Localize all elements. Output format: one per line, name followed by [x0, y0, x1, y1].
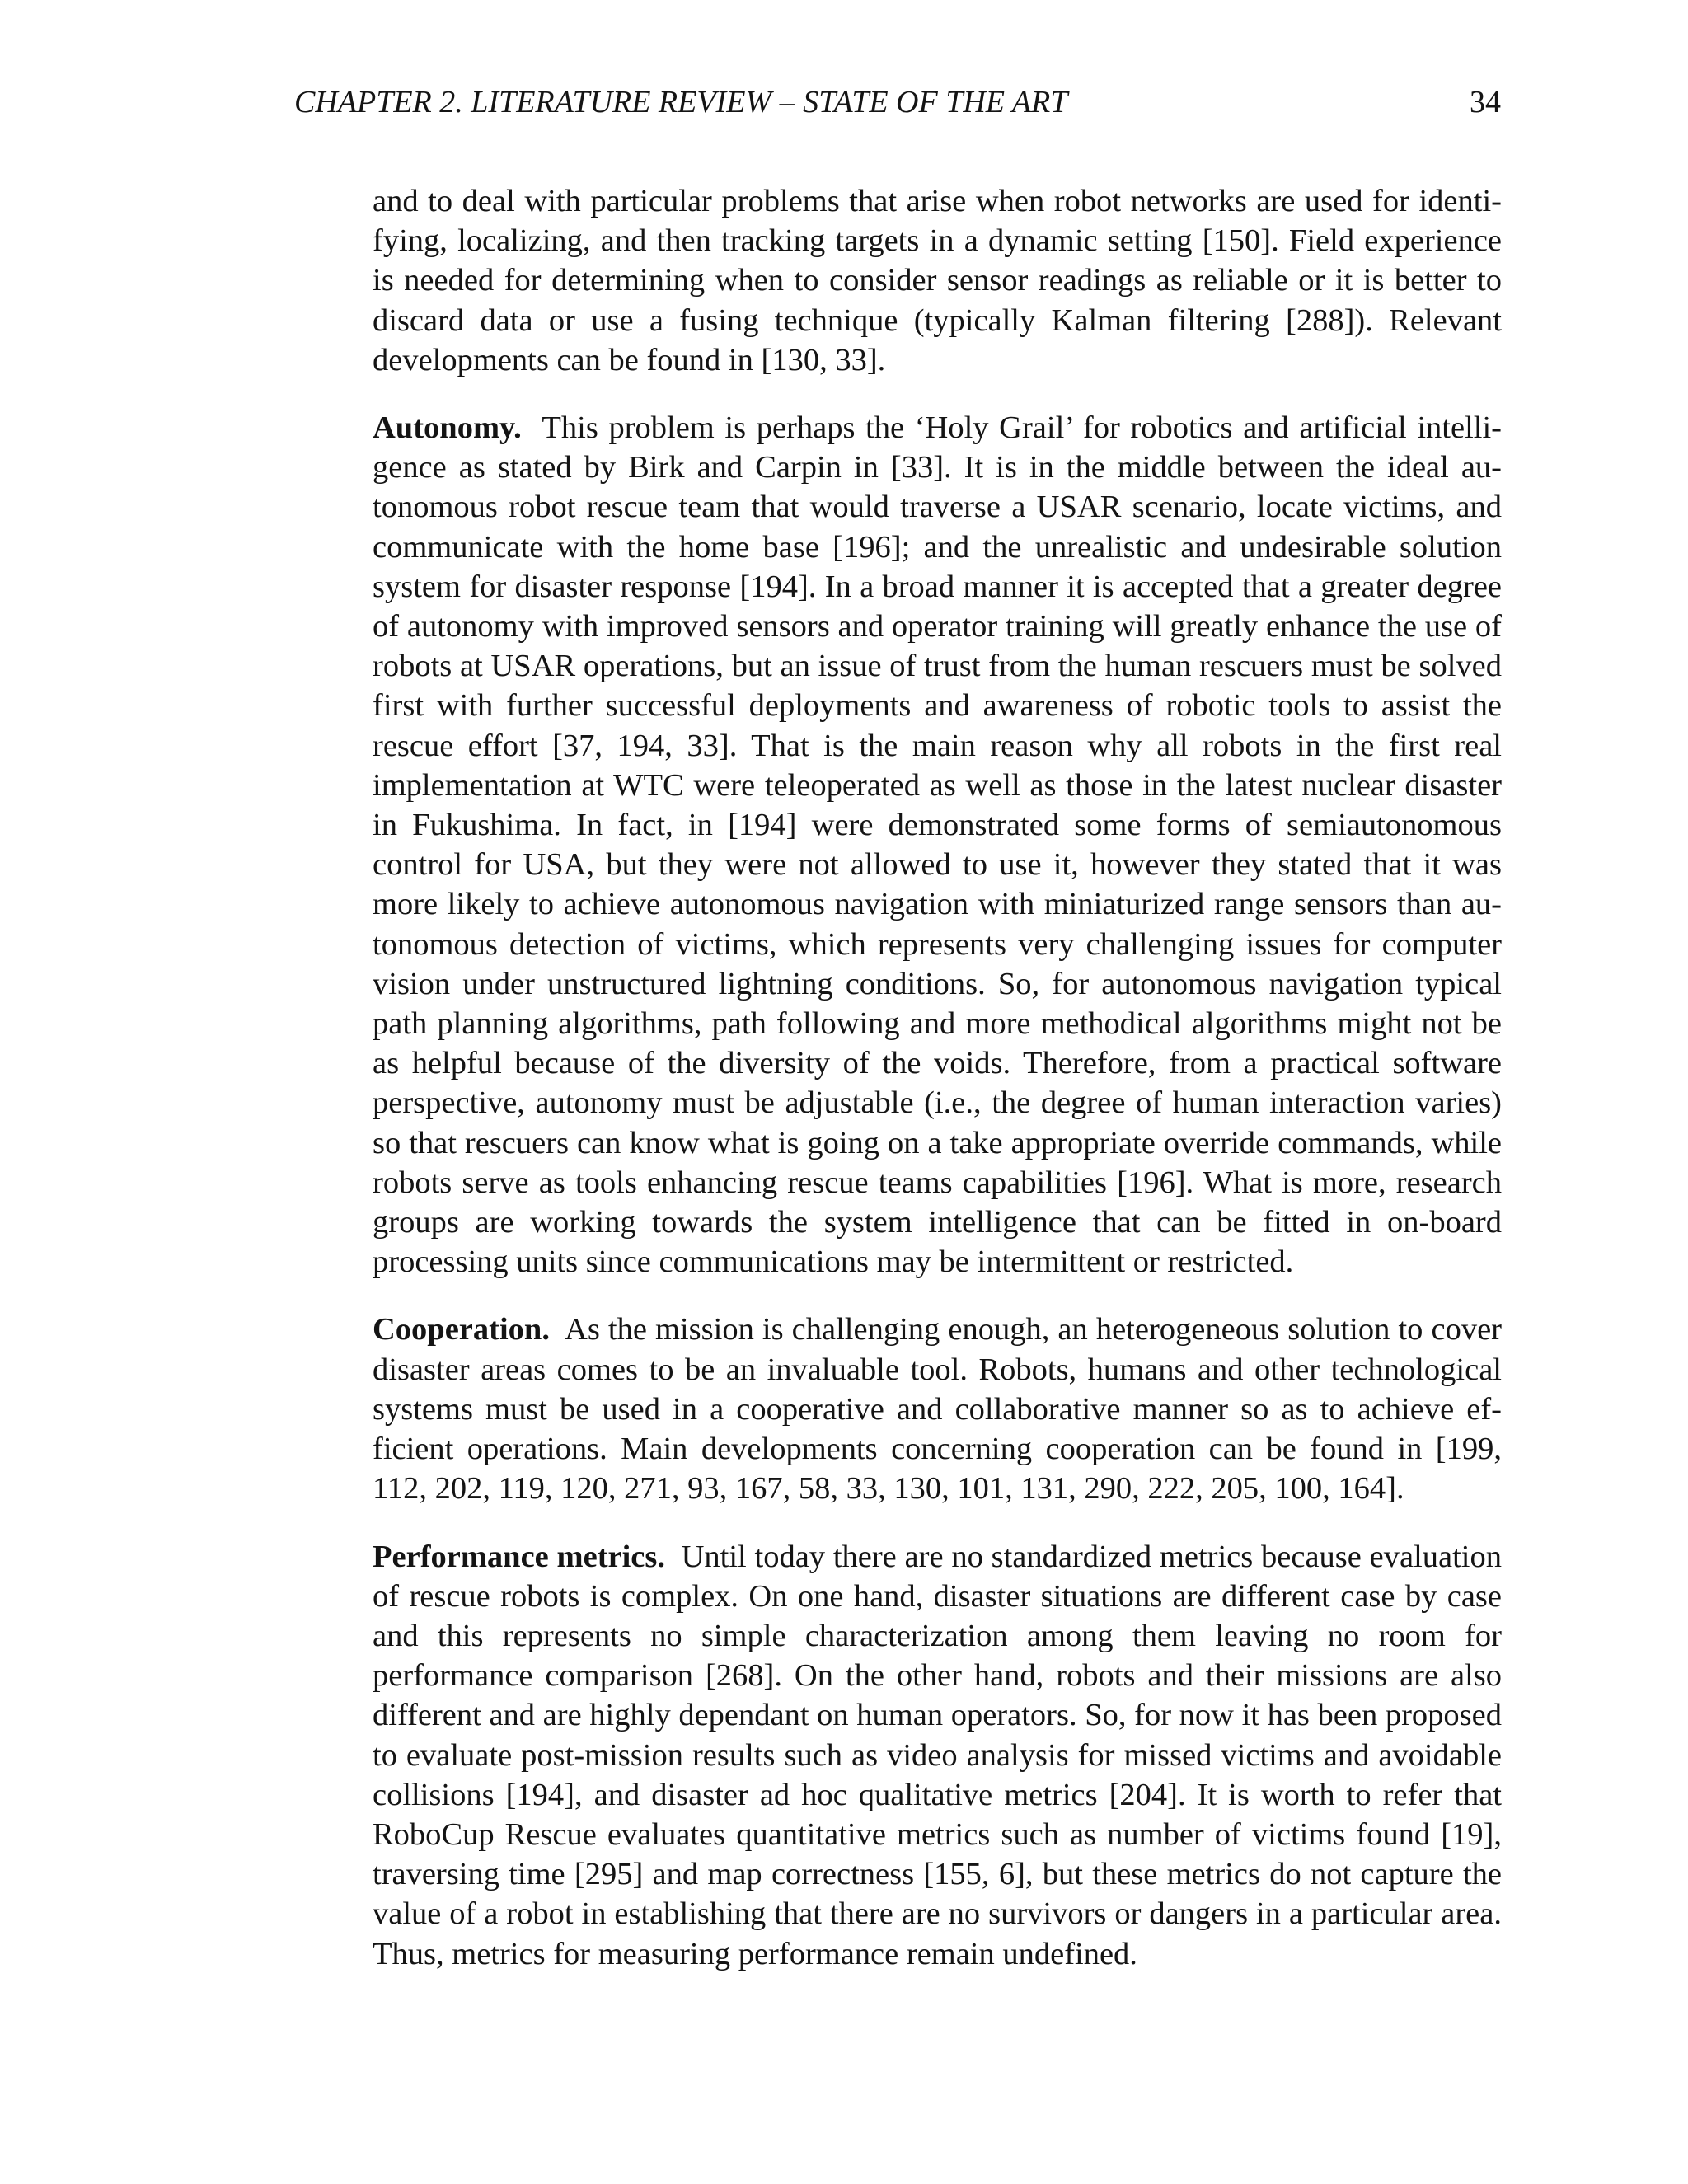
performance-metrics-paragraph: [373, 1537, 1502, 1974]
running-header: [294, 79, 1501, 125]
cooperation-text: As the mission is challenging enough, an heterogeneous solution to cover disaster areas comes to be an invaluable tool. Robots, humans and other technological systems must be used in a cooperative and collaborative manner so as to achieve efficient operations. Main developments concerning cooperation can be found in [199, 112, 202, 119, 120, 271, 93, 167, 58, 33, 130, 101, 131, 290, 222, 205, 100, 164].: [373, 1312, 1502, 1507]
performance-metrics-text: Until today there are no standardized metrics because evaluation of rescue robots is complex. On one hand, disaster situations are different case by case and this represents no simple characterization among them leaving no room for performance comparison [268]. On the other hand, robots and their missions are also different and are highly dependant on human operators. So, for now it has been proposed to evaluate post-mission results such as video analysis for missed victims and avoidable collisions [194], and disaster ad hoc qualitative metrics [204]. It is worth to refer that RoboCup Rescue evaluates quantitative metrics such as number of victims found [19], traversing time [295] and map correctness [155, 6], but these metrics do not capture the value of a robot in establishing that there are no survivors or dangers in a particular area. Thus, metrics for measuring performance remain undefined.: [373, 1539, 1502, 1971]
cooperation-paragraph: [373, 1310, 1502, 1508]
cooperation-heading: Cooperation.: [373, 1312, 550, 1347]
page-number: 34: [1470, 85, 1501, 120]
body-text: [373, 181, 1502, 2002]
autonomy-text: This problem is perhaps the ‘Holy Grail’ for robotics and artificial intelligence as stated by Birk and Carpin in [33]. It is in the middle between the ideal autonomous robot rescue team that would traverse a USAR scenario, locate victims, and communicate with the home base [196]; and the unrealistic and undesirable solution system for disaster response [194]. In a broad manner it is accepted that a greater degree of autonomy with improved sensors and operator training will greatly enhance the use of robots at USAR operations, but an issue of trust from the human rescuers must be solved first with further successful deployments and awareness of robotic tools to assist the rescue effort [37, 194, 33]. That is the main reason why all robots in the first real implementation at WTC were teleoperated as well as those in the latest nuclear disaster in Fukushima. In fact, in [194] were demonstrated some forms of semiautonomous control for USA, but they were not allowed to use it, however they stated that it was more likely to achieve autonomous navigation with miniaturized range sensors than autonomous detection of victims, which represents very challenging issues for computer vision under unstructured lightning conditions. So, for autonomous navigation typical path planning algorithms, path following and more methodical algorithms might not be as helpful because of the diversity of the voids. Therefore, from a practical software perspective, autonomy must be adjustable (i.e., the degree of human interaction varies) so that rescuers can know what is going on a take appropriate override commands, while robots serve as tools enhancing rescue teams capabilities [196]. What is more, research groups are working towards the system intelligence that can be fitted in on-board processing units since communications may be intermittent or restricted.: [373, 410, 1502, 1280]
performance-metrics-heading: Performance metrics.: [373, 1539, 666, 1574]
intro-paragraph: and to deal with particular problems that arise when robot networks are used for identifying, localizing, and then tracking targets in a dynamic setting [150]. Field experience is needed for determining when to consider sensor readings as reliable or it is better to discard data or use a fusing technique (typically Kalman filtering [288]). Relevant developments can be found in [130, 33].: [373, 184, 1502, 377]
chapter-title: CHAPTER 2. LITERATURE REVIEW – STATE OF THE ART: [294, 85, 1068, 120]
autonomy-heading: Autonomy.: [373, 410, 522, 446]
autonomy-paragraph: [373, 408, 1502, 1282]
